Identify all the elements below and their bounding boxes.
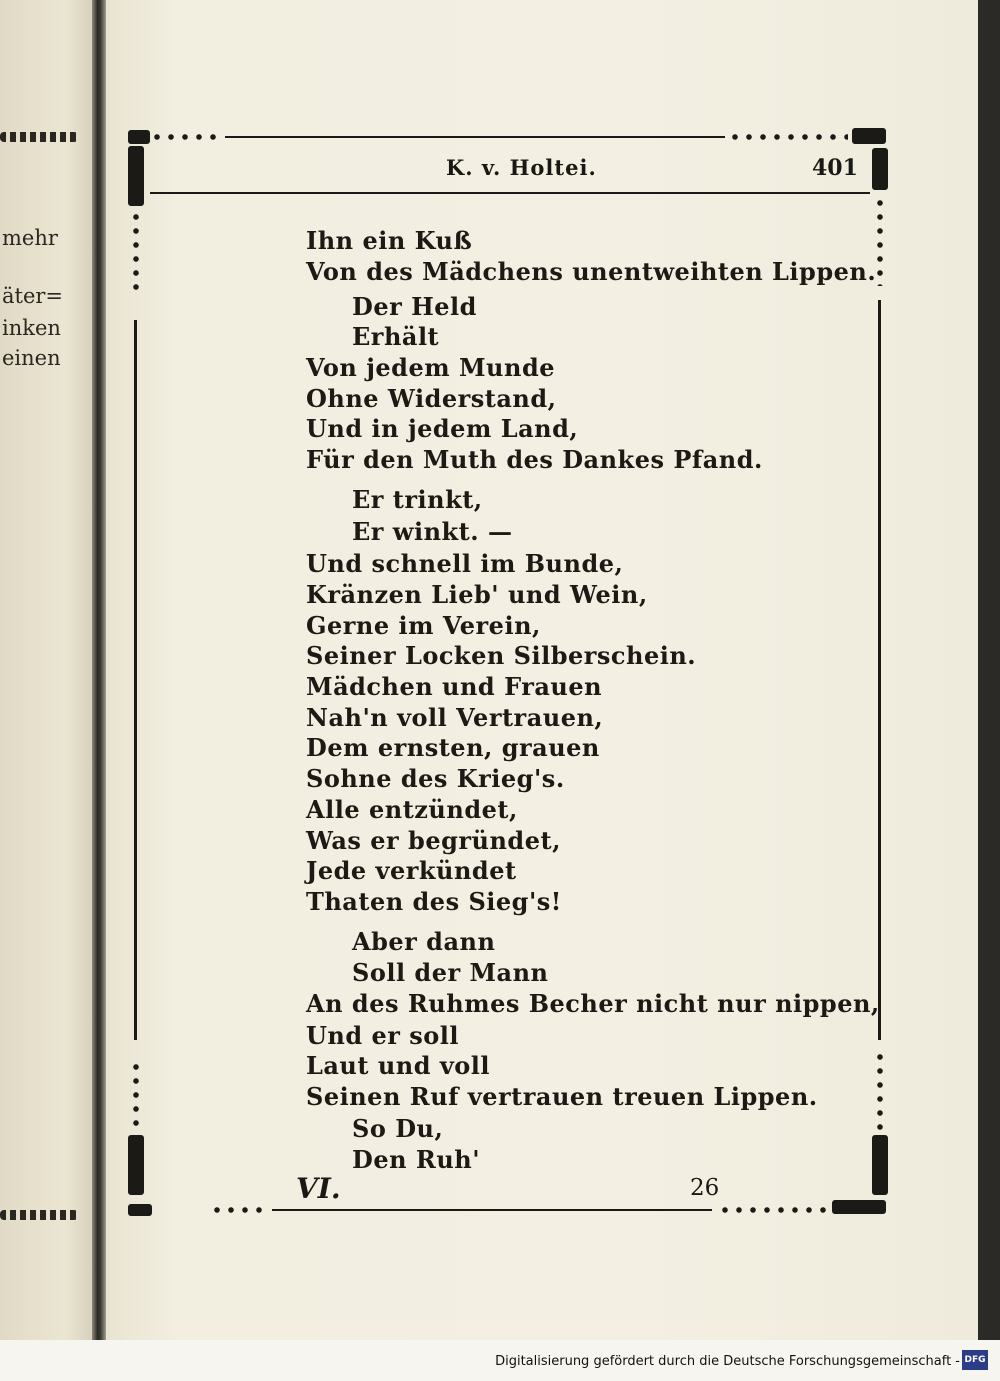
verse-line: Thaten des Sieg's!: [306, 887, 562, 916]
header-rule: [150, 192, 870, 194]
verse-line: An des Ruhmes Becher nicht nur nippen,: [306, 989, 880, 1018]
frame-dots-ornament: [718, 1206, 828, 1214]
verse-line: Er trinkt,: [352, 485, 483, 514]
signature-mark: VI.: [296, 1172, 341, 1205]
frame-dots-ornament: [728, 133, 848, 141]
verse-line: Sohne des Krieg's.: [306, 764, 565, 793]
page-edge-shadow: [978, 0, 1000, 1340]
verse-line: Alle entzündet,: [306, 795, 518, 824]
book-gutter: [92, 0, 106, 1381]
corner-ornament-icon: [128, 130, 150, 144]
verse-line: Dem ernsten, grauen: [306, 733, 600, 762]
verse-line: Seiner Locken Silberschein.: [306, 641, 697, 670]
dfg-logo-icon: DFG: [962, 1350, 988, 1370]
frame-line: [225, 136, 725, 138]
verse-line: Der Held: [352, 292, 477, 321]
verse-line: Soll der Mann: [352, 958, 549, 987]
verse-line: Seinen Ruf vertrauen treuen Lippen.: [306, 1082, 818, 1111]
verse-line: Und er soll: [306, 1021, 460, 1050]
left-page-fragment: äter=: [2, 284, 64, 308]
digitization-credit: Digitalisierung gefördert durch die Deutsche Forschungsgemeinschaft -: [495, 1354, 960, 1369]
running-header: K. v. Holtei.: [446, 155, 597, 180]
frame-dots-ornament: [876, 1050, 884, 1130]
side-ornament-icon: [128, 1135, 144, 1195]
side-ornament-icon: [128, 146, 144, 206]
left-page-ornament: [0, 132, 78, 142]
verse-line: Kränzen Lieb' und Wein,: [306, 580, 648, 609]
gathering-number: 26: [690, 1175, 720, 1201]
verse-line: Nah'n voll Vertrauen,: [306, 703, 604, 732]
verse-line: So Du,: [352, 1114, 444, 1143]
verse-line: Von des Mädchens unentweihten Lippen.: [306, 257, 877, 286]
verse-line: Jede verkündet: [306, 856, 517, 885]
verse-line: Und in jedem Land,: [306, 414, 579, 443]
verse-line: Und schnell im Bunde,: [306, 549, 624, 578]
side-ornament-icon: [872, 1135, 888, 1195]
frame-dots-ornament: [150, 133, 220, 141]
verse-line: Den Ruh': [352, 1145, 481, 1174]
frame-dots-ornament: [132, 1060, 140, 1130]
verse-line: Ohne Widerstand,: [306, 384, 557, 413]
side-ornament-icon: [872, 148, 888, 190]
verse-line: Aber dann: [352, 927, 496, 956]
verse-line: Er winkt. —: [352, 517, 513, 546]
frame-dots-ornament: [876, 196, 884, 286]
frame-line: [134, 320, 137, 1040]
page: [106, 0, 978, 1340]
page-number: 401: [812, 155, 858, 181]
frame-line: [878, 300, 881, 1040]
left-page-ornament: [0, 1210, 78, 1220]
previous-page: [0, 0, 92, 1381]
corner-ornament-icon: [852, 128, 886, 144]
corner-ornament-icon: [832, 1200, 886, 1214]
verse-line: Mädchen und Frauen: [306, 672, 603, 701]
left-page-fragment: einen: [2, 346, 61, 370]
verse-line: Von jedem Munde: [306, 353, 555, 382]
verse-line: Gerne im Verein,: [306, 611, 541, 640]
left-page-fragment: inken: [2, 316, 61, 340]
frame-dots-ornament: [132, 210, 140, 290]
verse-line: Erhält: [352, 322, 440, 351]
frame-line: [272, 1209, 712, 1211]
verse-line: Ihn ein Kuß: [306, 226, 473, 255]
verse-line: Was er begründet,: [306, 826, 561, 855]
left-page-fragment: mehr: [2, 226, 58, 250]
verse-line: Laut und voll: [306, 1051, 491, 1080]
frame-dots-ornament: [210, 1206, 270, 1214]
verse-line: Für den Muth des Dankes Pfand.: [306, 445, 763, 474]
corner-ornament-icon: [128, 1204, 152, 1216]
